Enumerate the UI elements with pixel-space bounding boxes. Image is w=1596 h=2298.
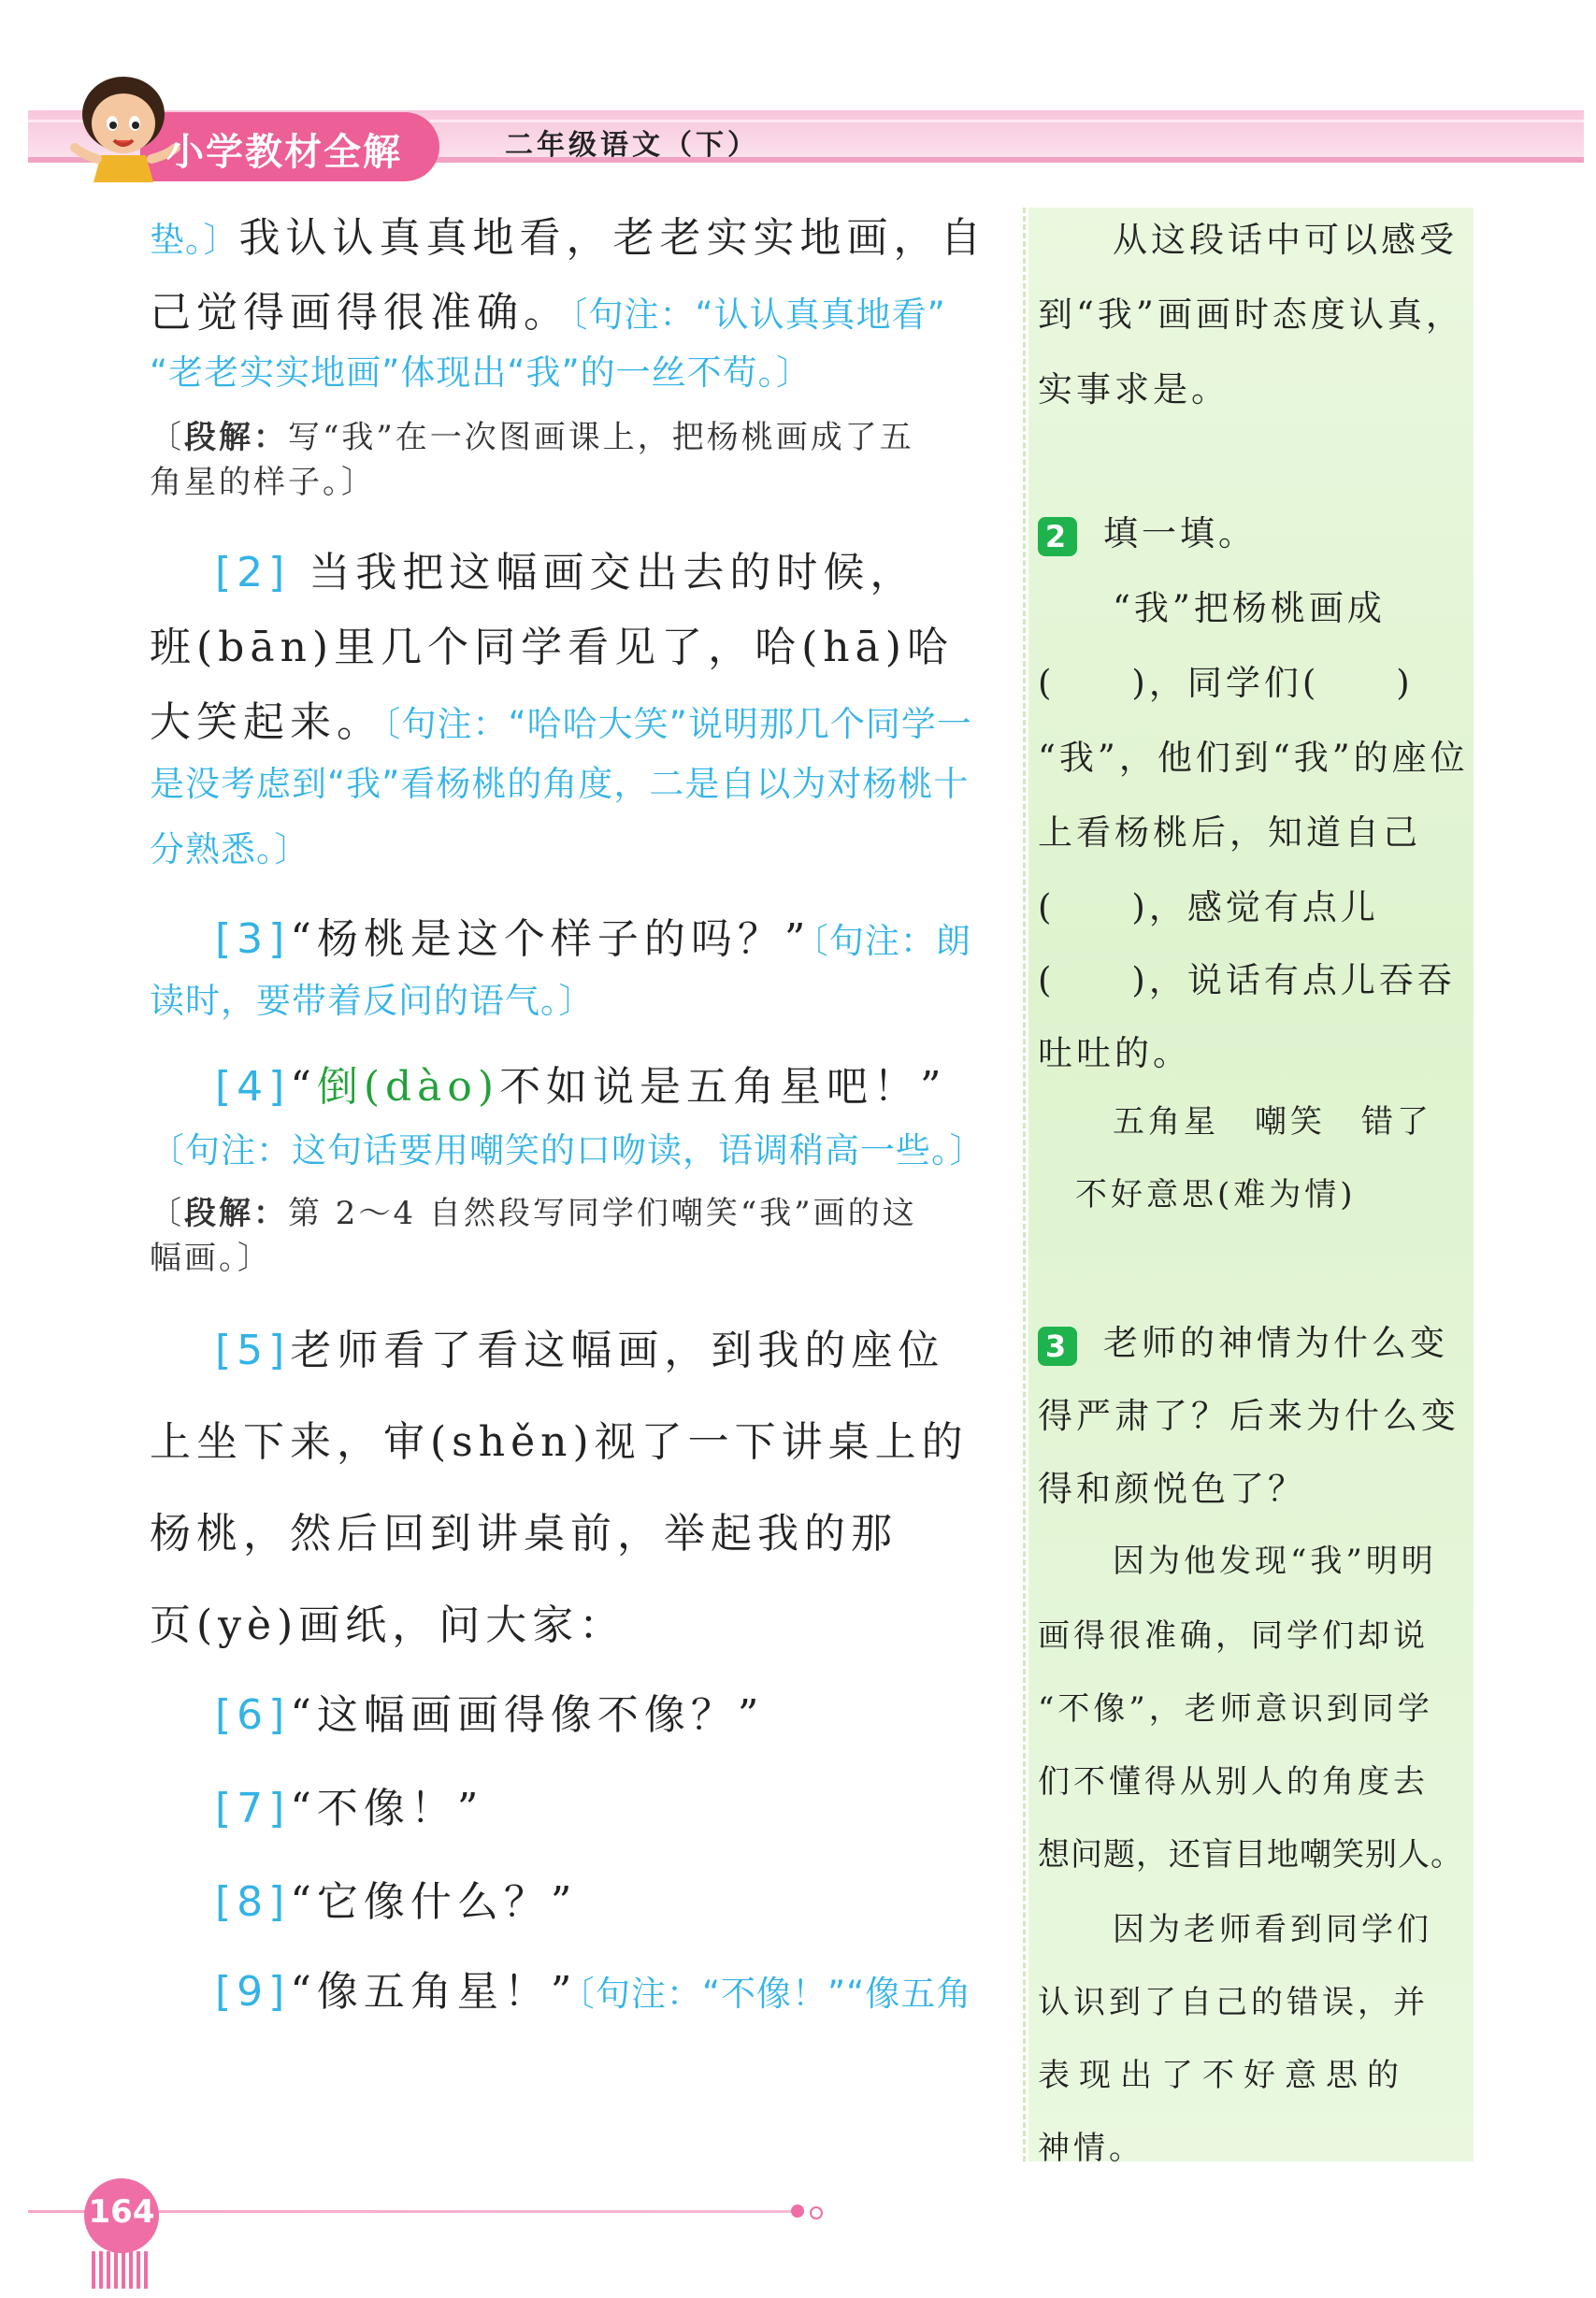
paragraph-number: [5] [215,1327,291,1374]
answer-text: 认识到了自己的错误，并 [1038,1984,1429,2021]
paragraph-5: [5]老师看了看这幅画，到我的座位 [215,1327,945,1374]
brand-title: 小学教材全解 [166,131,402,174]
paragraph-6: [6]“这幅画画得像不像？” [215,1691,765,1739]
sentence-note: 〔句注：“哈哈大笑”说明那几个同学一 [383,704,972,744]
paragraph-analysis: 幅画。〕 [150,1240,272,1277]
sentence-note: 分熟悉。〕 [150,829,310,869]
question-text: ( )，感觉有点儿 [1038,887,1379,927]
question-2: 2 填一填。 [1038,505,1468,556]
paragraph-number: [8] [215,1878,291,1926]
page-number: 164 [88,2193,155,2231]
answer-text: 画得很准确，同学们却说 [1038,1617,1429,1655]
question-text: ( )，同学们( ) [1038,663,1414,703]
text-line: 垫。〕我认认真真地看，老老实实地画，自 [150,214,987,262]
answer-text: 从这段话中可以感受 [1113,220,1458,260]
footer-dot [810,2206,823,2219]
paragraph-number: [6] [215,1691,291,1739]
answer-text: 想问题，还盲目地嘲笑别人。 [1038,1836,1463,1874]
paragraph-number: [4] [215,1063,291,1111]
answer-text: 不好意思(难为情) [1075,1176,1357,1214]
question-text: “我”把杨桃画成 [1113,588,1386,628]
question-text: 上看杨桃后，知道自己 [1038,812,1421,853]
paragraph-number: [7] [215,1785,291,1832]
question-text: 得严肃了？后来为什么变 [1038,1396,1459,1436]
paragraph-analysis: 〔段解：第 2～4 自然段写同学们嘲笑“我”画的这 [150,1195,917,1232]
paragraph-4: [4]“倒(dào)不如说是五角星吧！” [215,1063,947,1111]
answer-text: 表现出了不好意思的 [1038,2057,1408,2094]
question-text: 得和颜悦色了？ [1038,1469,1306,1509]
text-line: 大笑起来。〔句注：“哈哈大笑”说明那几个同学一 [150,698,972,746]
book-title: 二年级语文（下） [505,129,759,162]
footer-dot [791,2205,804,2218]
paragraph-3: [3]“杨桃是这个样子的吗？”〔句注：朗 [215,915,971,963]
text-line: 己觉得画得很准确。〔句注：“认认真真地看” [150,289,946,337]
page-stripes [92,2251,151,2289]
sentence-note: 〔句注：这句话要用嘲笑的口吻读，语调稍高一些。〕 [150,1130,985,1171]
sentence-note: 垫。〕 [150,220,239,260]
sentence-note: 是没考虑到“我”看杨桃的角度，二是自以为对杨桃十 [150,764,970,804]
paragraph-2: [2] 当我把这幅画交出去的时候， [215,549,917,596]
paragraph-8: [8]“它像什么？” [215,1878,578,1926]
answer-text: 因为老师看到同学们 [1113,1911,1432,1948]
sentence-note: 读时，要带着反问的语气。〕 [150,981,595,1021]
answer-text: 们不懂得从别人的角度去 [1038,1763,1429,1801]
paragraph-number: [9] [215,1968,291,2016]
sentence-note: 〔句注：“认认真真地看” [570,294,946,335]
sentence-note: 〔句注：“不像！”“像五角 [577,1974,972,2014]
highlight-word: 倒(dào) [316,1063,500,1111]
answer-text: 实事求是。 [1038,369,1229,409]
question-text: 吐吐的。 [1038,1033,1191,1073]
question-number-badge: 2 [1038,517,1077,556]
text-line: 班(bān)里几个同学看见了，哈(hā)哈 [150,624,954,671]
answer-text: 神情。 [1038,2130,1144,2167]
answer-text: 到“我”画画时态度认真， [1038,294,1464,335]
text-line: 杨桃，然后回到讲桌前，举起我的那 [150,1510,898,1558]
paragraph-9: [9]“像五角星！”〔句注：“不像！”“像五角 [215,1968,972,2016]
paragraph-number: [3] [215,915,291,963]
question-text: “我”，他们到“我”的座位 [1038,738,1469,778]
text-line: 上坐下来，审(shěn)视了一下讲桌上的 [150,1418,969,1466]
question-text: ( )，说话有点儿吞吞 [1038,960,1456,1000]
answer-text: 因为他发现“我”明明 [1113,1543,1437,1580]
sentence-note: “老老实实地画”体现出“我”的一丝不苟。〕 [150,352,812,393]
paragraph-7: [7]“不像！” [215,1785,484,1832]
text-line: 页(yè)画纸，问大家： [150,1601,626,1649]
answer-text: 五角星 嘲笑 错了 [1113,1103,1432,1141]
paragraph-analysis: 〔段解：写“我”在一次图画课上，把杨桃画成了五 [150,419,914,456]
question-number-badge: 3 [1038,1327,1077,1366]
paragraph-number: [2] [215,549,291,596]
sentence-note: 〔句注：朗 [811,921,971,961]
paragraph-analysis: 角星的样子。〕 [150,464,376,501]
answer-text: “不像”，老师意识到同学 [1038,1690,1433,1728]
question-3: 3 老师的神情为什么变 [1038,1314,1468,1366]
